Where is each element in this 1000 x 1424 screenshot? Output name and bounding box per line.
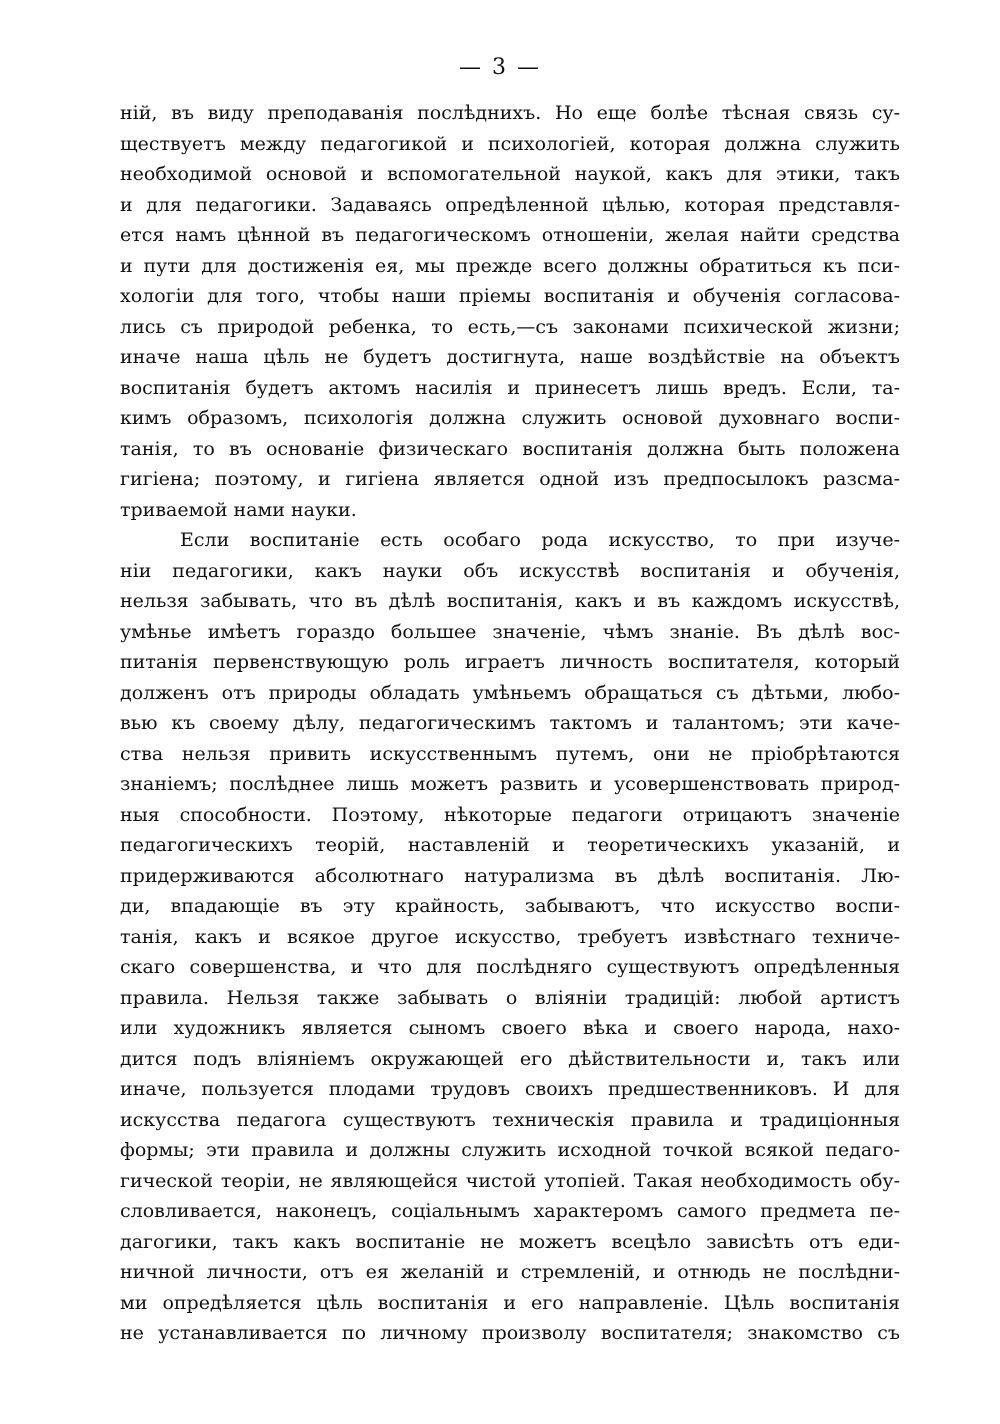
text-line: скаго совершенства, и что для послѣдняго существуютъ опредѣленныя: [120, 956, 900, 978]
body-text: [120, 98, 900, 1349]
text-line: правила. Нельзя также забывать о вліяніи традицій: любой артистъ: [120, 986, 900, 1009]
text-line: словливается, наконецъ, соціальнымъ характеромъ самого предмета пе-: [120, 1200, 900, 1222]
paragraph-1: [120, 98, 900, 525]
text-line: придерживаются абсолютнаго натурализма въ дѣлѣ воспитанія. Лю-: [120, 864, 900, 887]
text-line: ди, впадающіе въ эту крайность, забываютъ, что искусство воспи-: [120, 895, 900, 917]
text-line: иначе наша цѣль не будетъ достигнута, наше воздѣйствіе на объектъ: [120, 346, 900, 368]
text-line: Если воспитаніе есть особаго рода искусство, то при изуче-: [180, 529, 900, 551]
text-line: не устанавливается по личному произволу воспитателя; знакомство съ: [120, 1322, 900, 1344]
text-line: педагогическихъ теорій, наставленій и теоретическихъ указаній, и: [120, 834, 900, 856]
text-line: гической теоріи, не являющейся чистой утопіей. Такая необходимость обу-: [120, 1169, 900, 1192]
text-line: необходимой основой и вспомогательной наукой, какъ для этики, такъ: [120, 163, 900, 185]
text-line: долженъ отъ природы обладать умѣньемъ обращаться съ дѣтьми, любо-: [120, 681, 900, 704]
text-line: ній, въ виду преподаванія послѣднихъ. Но еще болѣе тѣсная связь су-: [120, 102, 900, 124]
text-line: вью къ своему дѣлу, педагогическимъ тактомъ и талантомъ; эти каче-: [120, 712, 900, 734]
text-line: искусства педагога существуютъ техническія правила и традиціонныя: [120, 1108, 900, 1131]
text-line: дится подъ вліяніемъ окружающей его дѣйствительности и, такъ или: [120, 1047, 900, 1070]
text-line: ніи педагогики, какъ науки объ искусствѣ воспитанія и обученія,: [120, 559, 900, 582]
text-line: воспитанія будетъ актомъ насилія и принесетъ лишь вредъ. Если, та-: [120, 376, 900, 399]
text-line: иначе, пользуется плодами трудовъ своихъ предшественниковъ. И для: [120, 1078, 900, 1100]
text-line: знаніемъ; послѣднее лишь можетъ развить и усовершенствовать природ-: [120, 773, 900, 795]
text-line: ничной личности, отъ ея желаній и стремленій, и отнюдь не послѣдни-: [120, 1261, 900, 1283]
text-line: танія, то въ основаніе физическаго воспитанія должна быть положена: [120, 437, 900, 460]
text-line: ныя способности. Поэтому, нѣкоторые педагоги отрицаютъ значеніе: [120, 803, 900, 826]
text-line: нельзя забывать, что въ дѣлѣ воспитанія, какъ и въ каждомъ искусствѣ,: [120, 590, 900, 612]
text-line: и для педагогики. Задаваясь опредѣленной цѣлью, которая представля-: [120, 193, 900, 216]
text-line: или художникъ является сыномъ своего вѣка и своего народа, нахо-: [120, 1017, 900, 1039]
text-line: гигіена; поэтому, и гигіена является одной изъ предпосылокъ разсма-: [120, 468, 900, 490]
text-line: дагогики, такъ какъ воспитаніе не можетъ всецѣло зависѣть отъ еди-: [120, 1230, 900, 1253]
text-line: питанія первенствующую роль играетъ личность воспитателя, который: [120, 651, 900, 673]
page-number: — 3 —: [459, 55, 541, 80]
text-line: танія, какъ и всякое другое искусство, требуетъ извѣстнаго техниче-: [120, 925, 900, 948]
text-line: ется намъ цѣнной въ педагогическомъ отношеніи, желая найти средства: [120, 224, 900, 246]
text-line: лись съ природой ребенка, то есть,—съ законами психической жизни;: [120, 315, 900, 338]
text-line: ществуетъ между педагогикой и психологіей, которая должна служить: [120, 132, 900, 155]
text-line: ми опредѣляется цѣль воспитанія и его направленіе. Цѣль воспитанія: [120, 1291, 900, 1314]
text-line: формы; эти правила и должны служить исходной точкой всякой педаго-: [120, 1139, 900, 1161]
text-line: ства нельзя привить искусственнымъ путемъ, они не пріобрѣтаются: [120, 742, 900, 765]
paragraph-2: [120, 525, 900, 1349]
text-line: хологіи для того, чтобы наши пріемы воспитанія и обученія согласова-: [120, 285, 900, 307]
text-line: триваемой нами науки.: [120, 498, 357, 521]
text-line: умѣнье имѣетъ гораздо большее значеніе, чѣмъ знаніе. Въ дѣлѣ вос-: [120, 620, 900, 643]
text-line: и пути для достиженія ея, мы прежде всего должны обратиться къ пси-: [120, 254, 900, 277]
text-line: кимъ образомъ, психологія должна служить основой духовнаго воспи-: [120, 407, 900, 429]
